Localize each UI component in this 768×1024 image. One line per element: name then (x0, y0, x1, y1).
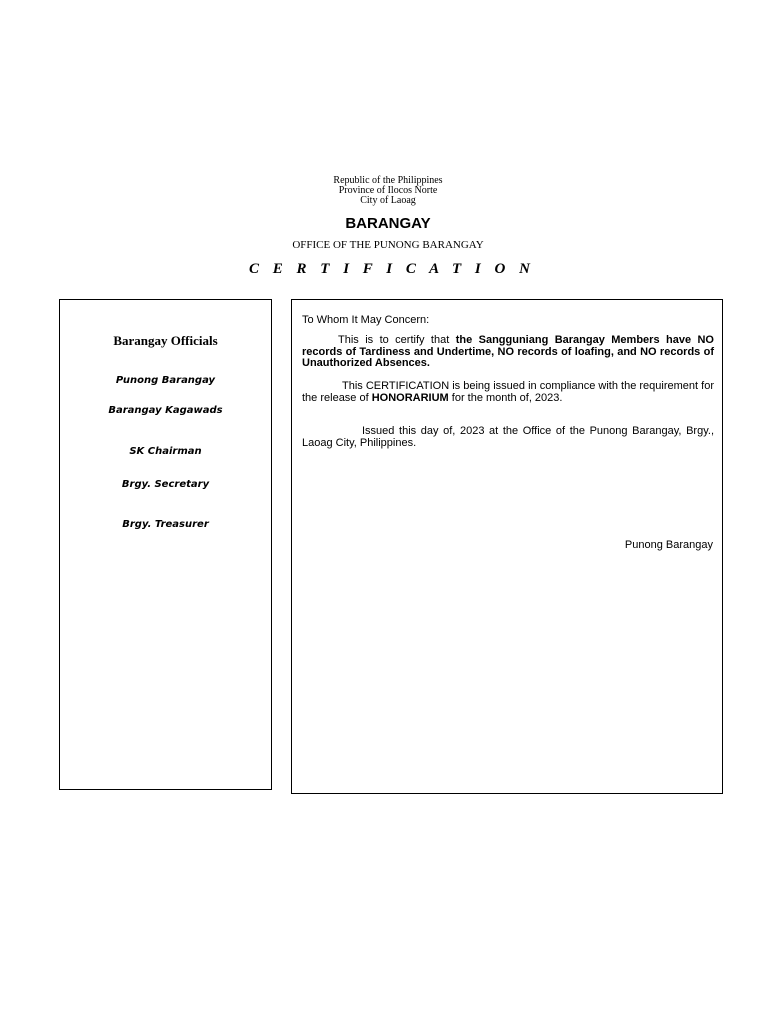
official-treasurer: Brgy. Treasurer (122, 519, 209, 530)
compliance-paragraph (302, 381, 714, 404)
issued-paragraph: Issued this day of, 2023 at the Office of the Punong Barangay, Brgy., Laoag City, Philippines. (302, 425, 714, 449)
header-barangay: BARANGAY (345, 215, 431, 232)
header-city: City of Laoag (360, 195, 416, 206)
certify-intro: This is to certify that (338, 334, 456, 346)
honorarium-label: HONORARIUM (371, 391, 449, 404)
header-office: OFFICE OF THE PUNONG BARANGAY (292, 239, 484, 251)
signatory: Punong Barangay (624, 539, 713, 551)
certify-paragraph (302, 335, 714, 370)
certify-statement: the Sangguniang Barangay Members have NO records of Tardiness and Undertime, NO records of loafing, and NO records of Unauthorized Absences. (302, 334, 714, 369)
official-sk-chairman: SK Chairman (129, 446, 202, 457)
header-province: Province of Ilocos Norte (338, 185, 438, 196)
certificate-body (291, 299, 723, 794)
official-kagawads: Barangay Kagawads (108, 405, 223, 416)
compliance-intro: This CERTIFICATION is being issued in compliance with the requirement for the release of (302, 380, 714, 404)
salutation: To Whom It May Concern: (302, 314, 430, 326)
official-punong-barangay: Punong Barangay (115, 375, 216, 386)
certification-title: C E R T I F I C A T I O N (249, 261, 535, 277)
official-secretary: Brgy. Secretary (121, 479, 210, 490)
compliance-end: for the month of, 2023. (448, 391, 563, 404)
officials-panel (59, 299, 272, 790)
header-republic: Republic of the Philippines (333, 175, 443, 186)
officials-title: Barangay Officials (113, 333, 218, 348)
